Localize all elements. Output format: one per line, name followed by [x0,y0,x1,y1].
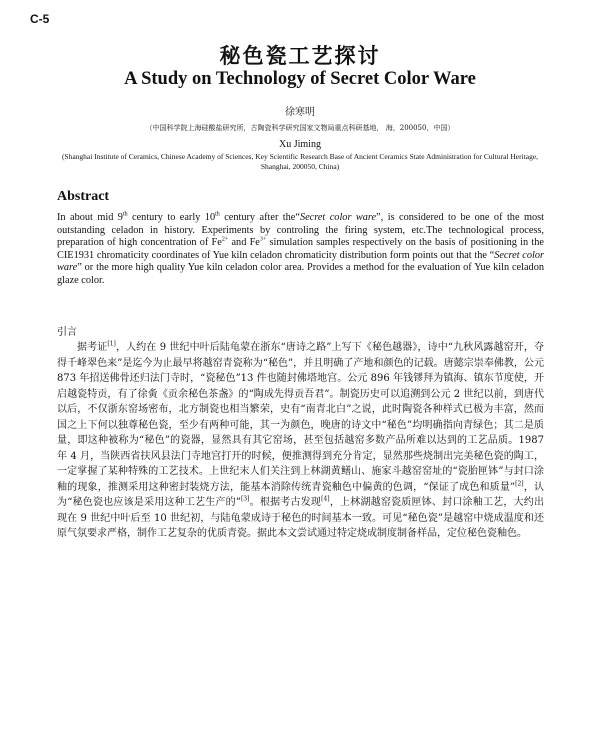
citation-ref: [4] [321,495,330,503]
introduction-heading: 引言 [57,327,77,338]
citation-ref: [2] [515,480,524,488]
citation-ref: [1] [107,340,116,348]
abstract-heading: Abstract [57,189,110,204]
page-id: C-5 [30,12,50,26]
affiliation-english: (Shanghai Institute of Ceramics, Chinese Academy of Sciences, Key Scientific Research Base of Ancient Ceramics State Administration for Cultural Heritage, Shanghai, 200050, China) [61,152,539,171]
affiliation-chinese: （中国科学院上海硅酸盐研究所，古陶瓷科学研究国家文物局重点科研基地， 海，200050，中国） [145,124,455,132]
title-chinese: 秘色瓷工艺探讨 [219,43,381,68]
citation-ref: [3] [240,495,250,503]
title-english: A Study on Technology of Secret Color Ware [124,69,476,89]
abstract-text: In about mid 9th century to early 10th century after the“Secret color ware”, is considered to be one of the most outstanding celadon in history. Experiments by controling the firing system, etc.The technological process, preparation of high concentration of $Fe^{2+}$ and $Fe^{3+}$ simulation samples respectively on the basis of positioning in the CIE1931 chromaticity coordinates of Yue kiln celadon chromaticity distribution form points out that the “Secret color ware” or the more high quality Yue kiln celadon color area. Provides a method for the evaluation of Yue kiln celadon glaze color. [57,211,545,286]
author-chinese: 徐寒明 [285,107,315,118]
author-english: Xu Jiming [279,139,321,150]
introduction-paragraph: 据考证[1]，人约在 9 世纪中叶后陆龟蒙在浙东“唐诗之路”上写下《秘色越器》，诗中“九秋风露越窑开，夺得千峰翠色来”是迄今为止最早将越窑青瓷称为“秘色”，并且明确了产地和颜色的记载。唐懿宗崇奉佛教，公元 873 年招送佛骨还归法门寺时，“瓷秘色”13 件也随封佛塔地宫。公元 896 年钱镠拜为镇海、镇东节度使，开启越瓷特贡，有了徐夤《贡余秘色茶盏》的“陶成先得贡吾君”。制瓷历史可以追溯到公元 2 世纪以前，到唐代以后，不仅浙东窑场密布，北方制瓷也相当繁荣，史有“南青北白”之说，此时陶瓷各种样式已极为丰富，然而国之上下何以独尊秘色瓷，至少有两种可能，其一为颜色，晚唐的诗文中“秘色”均明确指向青绿色；其二是质量，即这种被称为“秘色”的瓷器，显然具有其它窑场，甚至包括越窑多数产品所难以达到的工艺品质。1987 年 4 月，当陕西省扶风县法门寺地宫打开的时候，便推测得到充分肯定，显然那些烧制出完美秘色瓷的陶工，一定掌握了某种特殊的工艺技术。上世纪末人们关注到上林湖黄鳝山、施家斗越窑窑址的“瓷胎匣钵”与封口涂釉的现象，推测采用这种密封装烧方法，能基本消除传统青瓷釉色中偏黄的色调，“保证了成色和质量”[2]，认为“秘色瓷也应该是采用这种工艺生产的”[3]。根据考古发现[4]，上林湖越窑瓷质匣钵、封口涂釉工艺，大约出现在 9 世纪中叶后至 10 世纪初，与陆龟蒙成诗于秘色的时间基本一致。可见“秘色瓷”是越窑中烧成温度和还原气氛要求严格，制作工艺复杂的优质青瓷。据此本文尝试通过特定烧成制度制备样品，定位秘色瓷釉色。 [57,340,545,539]
